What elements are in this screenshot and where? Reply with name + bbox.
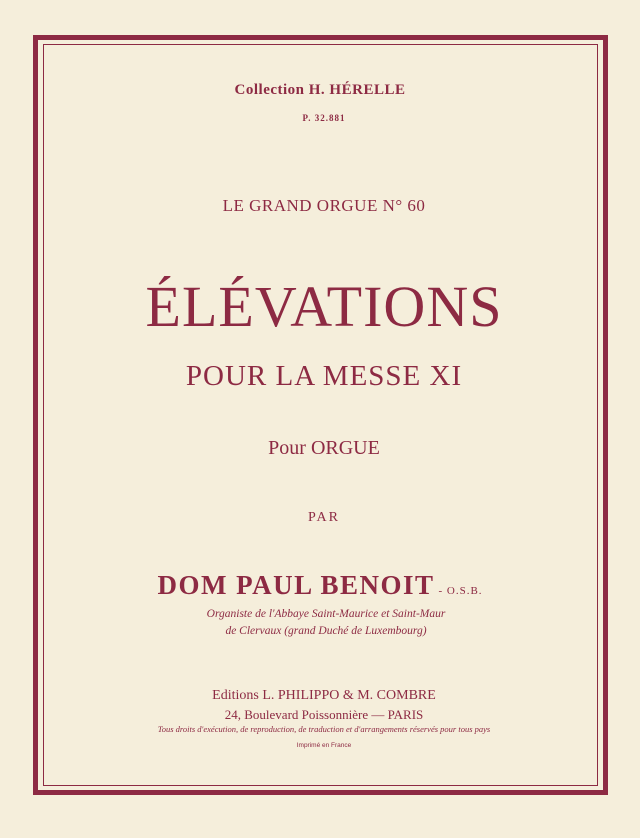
- printed-in-notice: Imprimé en France: [296, 742, 352, 749]
- by-label: PAR: [308, 510, 340, 525]
- composer-line: [0, 570, 640, 601]
- work-subtitle: POUR LA MESSE XI: [185, 360, 463, 392]
- publisher-name: Editions L. PHILIPPO & M. COMBRE: [212, 688, 436, 703]
- series-title: LE GRAND ORGUE N° 60: [222, 196, 426, 215]
- instrument-label: Pour ORGUE: [268, 437, 380, 459]
- publisher-address: 24, Boulevard Poissonnière — PARIS: [224, 707, 424, 722]
- composer-order: - O.S.B.: [438, 585, 483, 597]
- composer-role-line2: de Clervaux (grand Duché de Luxembourg): [225, 625, 427, 637]
- inner-border-frame: [43, 44, 598, 786]
- rights-notice: Tous droits d'exécution, de reproduction, de traduction et d'arrangements réservés pour tous pays: [157, 724, 491, 734]
- composer-role-line1: Organiste de l'Abbaye Saint-Maurice et Saint-Maur: [206, 608, 446, 620]
- work-title: ÉLÉVATIONS: [145, 274, 503, 339]
- collection-title: Collection H. HÉRELLE: [234, 82, 406, 98]
- composer-name: DOM PAUL BENOIT: [157, 570, 435, 600]
- catalog-reference: P. 32.881: [302, 113, 346, 123]
